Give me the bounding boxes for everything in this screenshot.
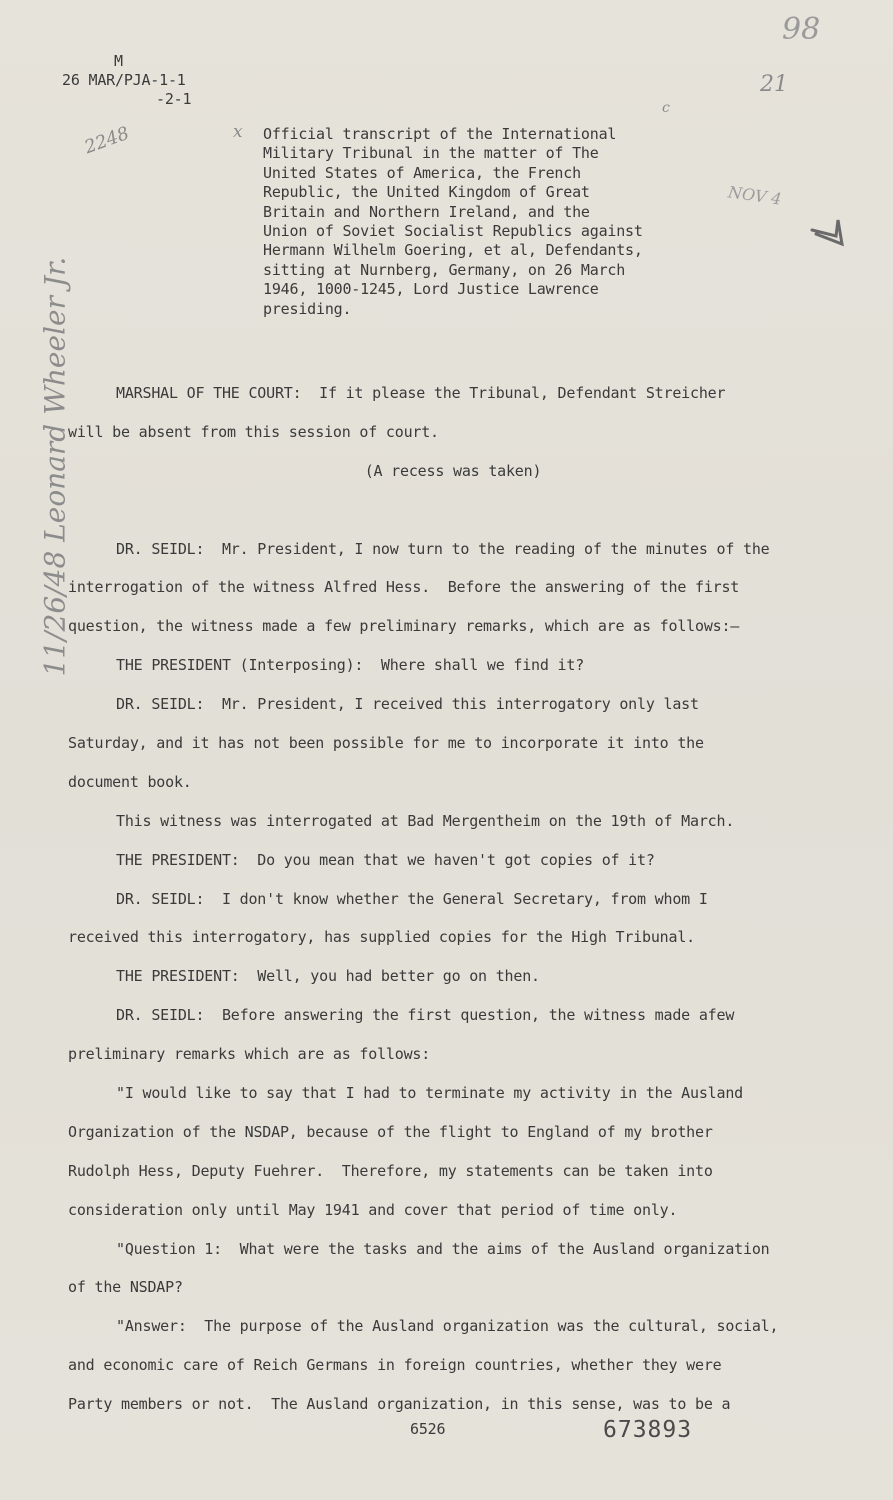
handwritten-98: 98 (782, 12, 821, 47)
header-date-ref: 26 MAR/PJA-1-1 (62, 71, 186, 89)
transcript-line: of the NSDAP? (68, 1278, 183, 1297)
transcript-line: "Question 1: What were the tasks and the aims of the Ausland organization (116, 1239, 770, 1258)
transcript-line: THE PRESIDENT: Well, you had better go on then. (116, 967, 540, 986)
caption-line: Military Tribunal in the matter of The (263, 144, 599, 163)
transcript-line: and economic care of Reich Germans in foreign countries, whether they were (68, 1356, 722, 1375)
caption-line: presiding. (263, 299, 352, 318)
handwritten-vertical-signature: 11/26/48 Leonard Wheeler Jr. (38, 256, 72, 677)
header-ref2: -2-1 (156, 90, 192, 108)
transcript-line: DR. SEIDL: Before answering the first question, the witness made afew (116, 1006, 735, 1025)
transcript-line: (A recess was taken) (364, 461, 542, 480)
transcript-line: "I would like to say that I had to terminate my activity in the Ausland (116, 1084, 743, 1103)
transcript-caption (263, 125, 643, 319)
check-mark-icon (808, 210, 848, 250)
transcript-line: received this interrogatory, has supplied copies for the High Tribunal. (68, 928, 695, 947)
transcript-line: THE PRESIDENT: Do you mean that we haven't got copies of it? (116, 850, 655, 869)
transcript-body (68, 374, 838, 1424)
transcript-line: consideration only until May 1941 and cover that period of time only. (68, 1200, 678, 1219)
transcript-line (68, 491, 838, 530)
caption-line: 1946, 1000-1245, Lord Justice Lawrence (263, 280, 599, 299)
handwritten-c: c (662, 100, 670, 116)
caption-line: Britain and Northern Ireland, and the (263, 202, 590, 221)
transcript-line: DR. SEIDL: I don't know whether the General Secretary, from whom I (116, 889, 708, 908)
transcript-line: Rudolph Hess, Deputy Fuehrer. Therefore, my statements can be taken into (68, 1161, 713, 1180)
transcript-line: interrogation of the witness Alfred Hess. Before the answering of the first (68, 578, 740, 597)
stamp-number: 673893 (603, 1417, 693, 1443)
transcript-line: will be absent from this session of court. (68, 422, 439, 441)
nov-stamp: NOV 4 (726, 182, 783, 209)
caption-line: Hermann Wilhelm Goering, et al, Defendants, (263, 241, 643, 260)
page-number: 6526 (410, 1420, 446, 1438)
transcript-line: MARSHAL OF THE COURT: If it please the Tribunal, Defendant Streicher (116, 384, 726, 402)
transcript-line: Organization of the NSDAP, because of the flight to England of my brother (68, 1122, 713, 1141)
transcript-line: document book. (68, 772, 192, 791)
transcript-line: "Answer: The purpose of the Ausland organization was the cultural, social, (116, 1317, 779, 1336)
transcript-line: THE PRESIDENT (Interposing): Where shall we find it? (116, 656, 585, 675)
transcript-line: DR. SEIDL: Mr. President, I received this interrogatory only last (116, 695, 699, 714)
transcript-line: Party members or not. The Ausland organization, in this sense, was to be a (68, 1395, 731, 1414)
caption-line: Union of Soviet Socialist Republics against (263, 222, 643, 241)
transcript-line: This witness was interrogated at Bad Mergentheim on the 19th of March. (116, 811, 735, 830)
transcript-line: Saturday, and it has not been possible for me to incorporate it into the (68, 734, 704, 753)
header-m: M (114, 52, 123, 70)
caption-line: Official transcript of the International (263, 125, 617, 143)
handwritten-x: x (233, 122, 243, 142)
transcript-line: DR. SEIDL: Mr. President, I now turn to the reading of the minutes of the (116, 539, 770, 558)
transcript-line: question, the witness made a few preliminary remarks, which are as follows:— (68, 617, 740, 636)
handwritten-2248: 2248 (81, 122, 133, 159)
transcript-line: preliminary remarks which are as follows: (68, 1045, 431, 1064)
caption-line: sitting at Nurnberg, Germany, on 26 March (263, 260, 626, 279)
header-reference (62, 52, 191, 109)
handwritten-page-21: 21 (760, 72, 788, 97)
caption-line: United States of America, the French (263, 163, 581, 182)
caption-line: Republic, the United Kingdom of Great (263, 183, 590, 202)
